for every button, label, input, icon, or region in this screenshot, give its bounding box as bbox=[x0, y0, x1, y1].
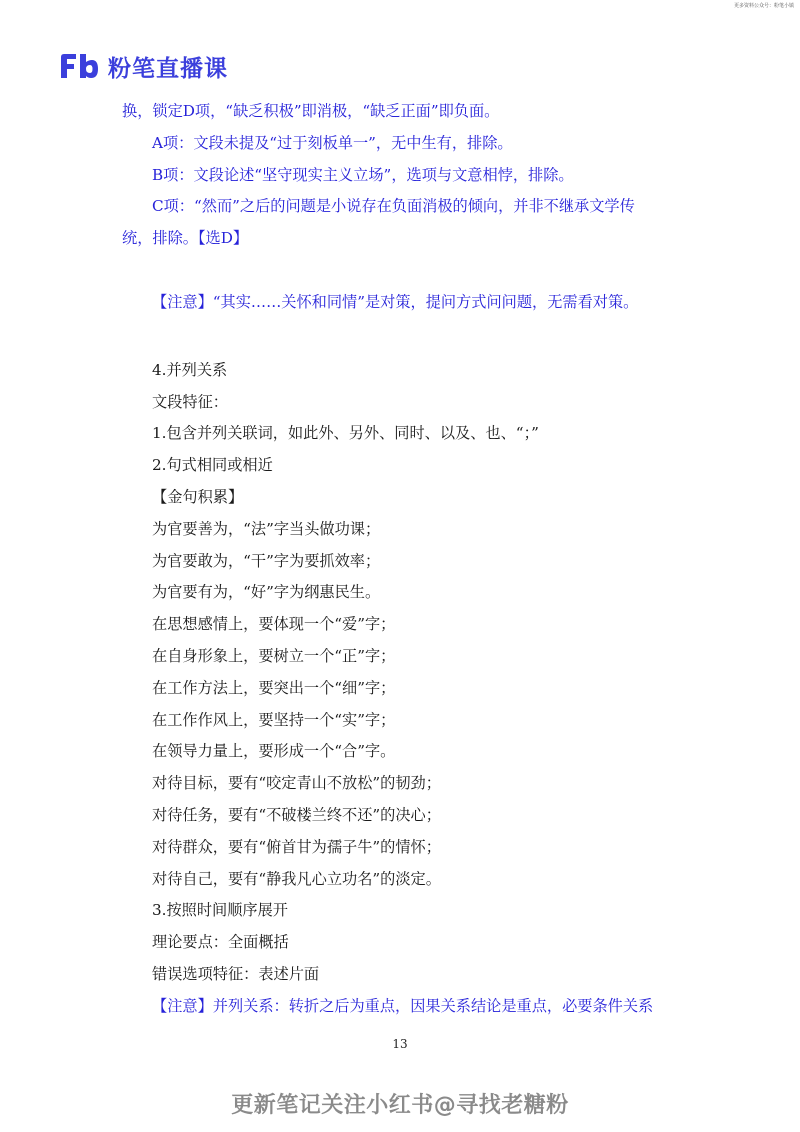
footer-watermark-banner: 更新笔记关注小红书@寻找老糖粉 bbox=[231, 1093, 569, 1118]
feature-item: 2.句式相同或相近 bbox=[152, 456, 273, 475]
gold-sentence: 为官要善为，“法”字当头做功课； bbox=[152, 519, 381, 538]
option-b-analysis: B项：文段论述“坚守现实主义立场”，选项与文意相悖，排除。 bbox=[152, 165, 574, 184]
option-c-analysis-continued: 统，排除。【选D】 bbox=[122, 229, 249, 248]
gold-sentence: 对待目标，要有“咬定青山不放松”的韧劲； bbox=[152, 774, 441, 793]
analysis-line: 换，锁定D项，“缺乏积极”即消极，“缺乏正面”即负面。 bbox=[122, 102, 500, 120]
gold-sentence: 在工作作风上，要坚持一个“实”字； bbox=[152, 710, 396, 729]
feature-item: 1.包含并列关联词，如此外、另外、同时、以及、也、“；” bbox=[152, 424, 539, 443]
document-body bbox=[122, 96, 702, 1023]
gold-sentence: 为官要敢为，“干”字为要抓效率； bbox=[152, 551, 381, 570]
section-title: 4.并列关系 bbox=[152, 360, 228, 379]
gold-sentence: 为官要有为，“好”字为纲惠民生。 bbox=[152, 583, 381, 602]
theory-point: 理论要点：全面概括 bbox=[152, 933, 289, 952]
option-a-analysis: A项：文段未提及“过于刻板单一”，无中生有，排除。 bbox=[152, 133, 513, 152]
gold-sentence: 对待任务，要有“不破楼兰终不还”的决心； bbox=[152, 805, 441, 824]
subsection-title: 3.按照时间顺序展开 bbox=[152, 901, 288, 920]
page-number: 13 bbox=[392, 1037, 408, 1051]
corner-note: 更多资料公众号：粉笔小镇 bbox=[733, 3, 794, 9]
gold-sentence: 在自身形象上，要树立一个“正”字； bbox=[152, 646, 396, 665]
header bbox=[58, 46, 228, 86]
gold-sentence: 对待群众，要有“俯首甘为孺子牛”的情怀； bbox=[152, 837, 441, 856]
fenbi-logo-icon bbox=[58, 51, 100, 81]
spacer bbox=[122, 255, 702, 287]
gold-sentence: 在领导力量上，要形成一个“合”字。 bbox=[152, 742, 396, 761]
brand-name: 粉笔直播课 bbox=[108, 55, 228, 82]
feature-label: 文段特征： bbox=[152, 392, 228, 411]
spacer bbox=[122, 319, 702, 355]
wrong-option-feature: 错误选项特征：表述片面 bbox=[152, 964, 320, 983]
gold-sentence: 对待自己，要有“静我凡心立功名”的淡定。 bbox=[152, 869, 441, 888]
note-line: 【注意】“其实……关怀和同情”是对策，提问方式问问题，无需看对策。 bbox=[152, 292, 639, 311]
gold-sentence: 在工作方法上，要突出一个“细”字； bbox=[152, 678, 396, 697]
gold-sentence: 在思想感情上，要体现一个“爱”字； bbox=[152, 615, 396, 634]
gold-sentences-title: 【金句积累】 bbox=[152, 487, 244, 506]
final-note: 【注意】并列关系：转折之后为重点，因果关系结论是重点，必要条件关系 bbox=[152, 996, 654, 1015]
option-c-analysis: C项：“然而”之后的问题是小说存在负面消极的倾向，并非不继承文学传 bbox=[152, 197, 635, 216]
